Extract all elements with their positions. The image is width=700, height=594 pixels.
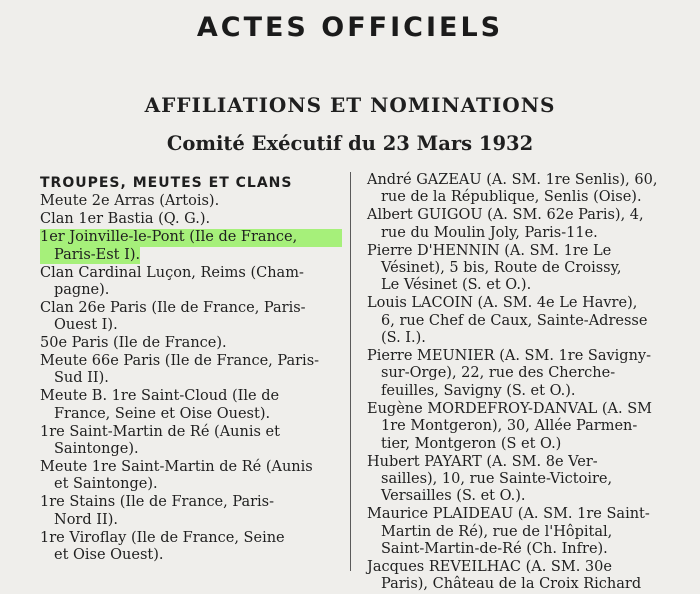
left-column-heading: TROUPES, MEUTES ET CLANS [40, 175, 293, 191]
nomination-entry [367, 295, 663, 347]
entry-line-continued: sailles), 10, rue Sainte-Victoire, [381, 470, 613, 487]
right-entry-list [367, 172, 663, 594]
troop-entry [40, 229, 342, 264]
entry-line-continued: Vésinet), 5 bis, Route de Croissy, [381, 260, 622, 277]
entry-line-continued: Sud II). [54, 370, 109, 387]
troop-entry [40, 388, 342, 423]
entry-line: Meute B. 1re Saint-Cloud (Ile de [40, 388, 280, 405]
entry-line-continued: et Saintonge). [54, 476, 158, 493]
nomination-entry [367, 348, 663, 400]
entry-line: Jacques REVEILHAC (A. SM. 30e [367, 558, 612, 575]
troop-entry [40, 530, 342, 565]
entry-line: Maurice PLAIDEAU (A. SM. 1re Saint- [367, 506, 650, 523]
nomination-entry [367, 207, 663, 242]
entry-line: Pierre D'HENNIN (A. SM. 1re Le [367, 242, 612, 259]
entry-line: Meute 2e Arras (Artois). [40, 193, 220, 210]
entry-line-continued: Saintonge). [54, 441, 139, 458]
troop-entry [40, 335, 342, 352]
nomination-entry [367, 454, 663, 506]
entry-line: Hubert PAYART (A. SM. 8e Ver- [367, 453, 598, 470]
left-entry-list [40, 193, 342, 564]
entry-line: 1re Saint-Martin de Ré (Aunis et [40, 423, 280, 440]
entry-line-continued: Nord II). [54, 511, 118, 528]
troop-entry [40, 353, 342, 388]
right-column [367, 172, 663, 594]
entry-line-continued: 6, rue Chef de Caux, Sainte-Adresse [381, 312, 648, 329]
entry-line: Louis LACOIN (A. SM. 4e Le Havre), [367, 295, 638, 312]
entry-line-continued: Ouest I). [54, 317, 118, 334]
nomination-entry [367, 172, 663, 207]
entry-line: 1er Joinville-le-Pont (Ile de France, [40, 229, 342, 246]
nomination-entry [367, 401, 663, 453]
troop-entry [40, 459, 342, 494]
entry-line-continued: feuilles, Savigny (S. et O.). [381, 382, 576, 399]
entry-line: Pierre MEUNIER (A. SM. 1re Savigny- [367, 348, 652, 365]
entry-line-continued: et Oise Ouest). [54, 547, 164, 564]
entry-line-continued: pagne). [54, 281, 110, 298]
date-heading: Comité Exécutif du 23 Mars 1932 [166, 132, 534, 155]
entry-line: Eugène MORDEFROY-DANVAL (A. SM [367, 400, 653, 417]
entry-line-continued: France, Seine et Oise Ouest). [54, 405, 271, 422]
entry-line: Albert GUIGOU (A. SM. 62e Paris), 4, [367, 207, 644, 224]
nomination-entry [367, 243, 663, 295]
entry-line: 1re Stains (Ile de France, Paris- [40, 494, 275, 511]
left-column [40, 172, 342, 565]
entry-line-continued: rue du Moulin Joly, Paris-11e. [381, 224, 598, 241]
entry-line: 1re Viroflay (Ile de France, Seine [40, 529, 285, 546]
entry-line-continued: sur-Orge), 22, rue des Cherche- [381, 365, 616, 382]
column-divider [350, 172, 351, 571]
nomination-entry [367, 559, 663, 594]
troop-entry [40, 424, 342, 459]
entry-line: Clan 26e Paris (Ile de France, Paris- [40, 299, 306, 316]
entry-line-continued: Paris), Château de la Croix Richard [381, 576, 642, 593]
troop-entry [40, 193, 342, 210]
page-title: ACTES OFFICIELS [196, 12, 504, 43]
entry-line-continued: Saint-Martin-de-Ré (Ch. Infre). [381, 541, 608, 558]
entry-line-continued: 1re Montgeron), 30, Allée Parmen- [381, 418, 638, 435]
entry-line: Meute 1re Saint-Martin de Ré (Aunis [40, 459, 313, 475]
entry-line-continued: (S. I.). [381, 330, 426, 347]
entry-line-continued: tier, Montgeron (S et O.) [381, 435, 562, 452]
entry-line-continued: rue de la République, Senlis (Oise). [381, 189, 642, 206]
troop-entry [40, 211, 342, 228]
entry-line-continued: Martin de Ré), rue de l'Hôpital, [381, 523, 613, 540]
entry-line-continued: Versailles (S. et O.). [381, 488, 526, 505]
troop-entry [40, 300, 342, 335]
entry-line: Clan 1er Bastia (Q. G.). [40, 211, 211, 228]
entry-line: André GAZEAU (A. SM. 1re Senlis), 60, [367, 172, 658, 188]
entry-line: Meute 66e Paris (Ile de France, Paris- [40, 353, 320, 370]
entry-line: Clan Cardinal Luçon, Reims (Cham- [40, 264, 304, 281]
section-title: AFFILIATIONS ET NOMINATIONS [144, 93, 556, 117]
entry-line-continued: Le Vésinet (S. et O.). [381, 277, 532, 294]
entry-line-continued: Paris-Est I). [40, 247, 140, 264]
nomination-entry [367, 506, 663, 558]
entry-line: 50e Paris (Ile de France). [40, 335, 227, 352]
troop-entry [40, 494, 342, 529]
troop-entry [40, 265, 342, 300]
